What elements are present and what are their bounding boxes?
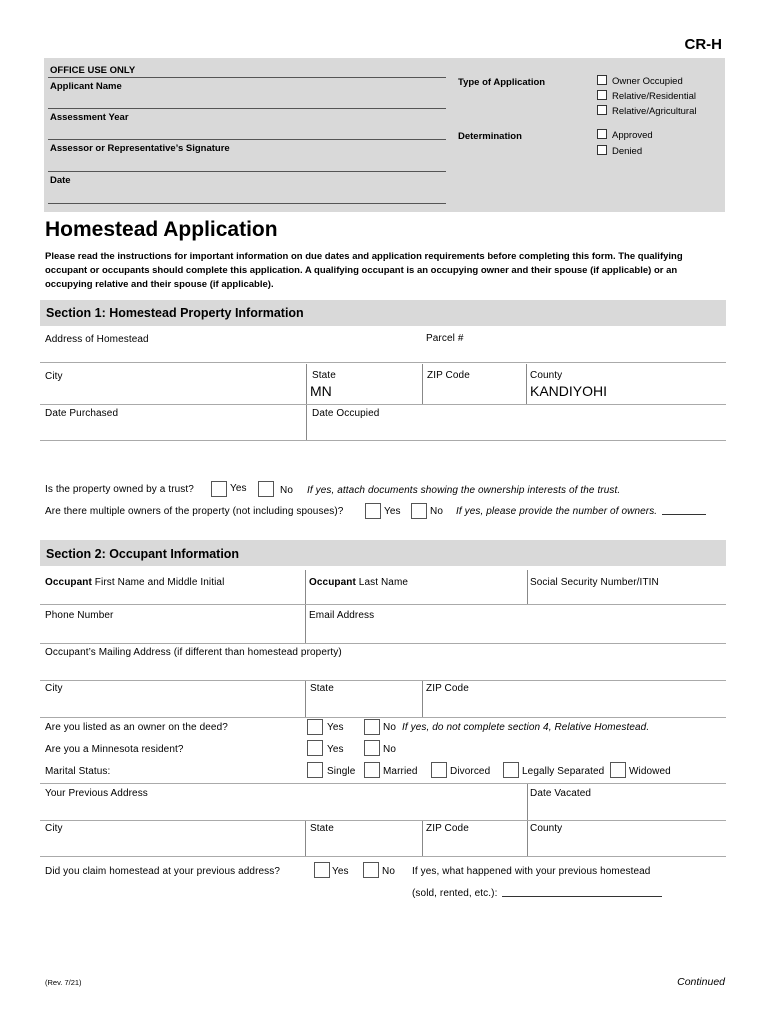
married-label: Married [383,766,418,777]
deed-yes-checkbox[interactable] [307,719,323,735]
resident-no-checkbox[interactable] [364,740,380,756]
previous-county-field[interactable] [528,821,726,856]
deed-question: Are you listed as an owner on the deed? [45,722,228,733]
deed-yes-label: Yes [327,722,344,733]
phone-field[interactable] [40,605,305,643]
owners-yes-label: Yes [384,506,401,517]
deed-no-checkbox[interactable] [364,719,380,735]
occupant-zip-label: ZIP Code [426,683,469,694]
office-use-panel [44,58,725,212]
email-field[interactable] [306,605,726,643]
date-purchased-field[interactable] [40,405,306,440]
approved-label: Approved [612,130,653,141]
date-purchased-label: Date Purchased [45,408,119,419]
claim-detail-line[interactable] [502,896,662,897]
claim-yes-checkbox[interactable] [314,862,330,878]
occupant-state-field[interactable] [306,681,422,717]
previous-zip-label: ZIP Code [426,823,469,834]
occupant-zip-field[interactable] [423,681,726,717]
section2-title: Section 2: Occupant Information [46,547,240,561]
occupant-state-label: State [310,683,334,694]
owners-no-checkbox[interactable] [411,503,427,519]
single-label: Single [327,766,356,777]
continued-label: Continued [677,976,725,988]
revision-label: (Rev. 7/21) [45,978,82,987]
trust-yes-label: Yes [230,483,247,494]
determination-label: Determination [458,131,522,142]
form-code: CR-H [684,36,722,53]
relative-agricultural-checkbox[interactable] [597,105,607,115]
zip-label: ZIP Code [427,370,470,381]
state-field[interactable] [307,364,422,404]
previous-state-label: State [310,823,334,834]
zip-field[interactable] [423,364,526,404]
office-use-header: OFFICE USE ONLY [50,65,136,76]
claim-no-checkbox[interactable] [363,862,379,878]
state-label: State [312,370,336,381]
trust-no-label: No [280,485,293,496]
section1-header [40,300,726,326]
owners-note: If yes, please provide the number of owners. [456,506,658,517]
county-field[interactable] [527,364,726,404]
ssn-label: Social Security Number/ITIN [530,577,659,588]
occupant-first-name-label: Occupant First Name and Middle Initial [45,577,225,588]
married-checkbox[interactable] [364,762,380,778]
previous-zip-field[interactable] [423,821,527,856]
assessor-signature-label: Assessor or Representative’s Signature [50,143,230,154]
divorced-checkbox[interactable] [431,762,447,778]
date-occupied-field[interactable] [307,405,726,440]
email-label: Email Address [309,610,375,621]
previous-county-label: County [530,823,563,834]
relative-agricultural-label: Relative/Agricultural [612,106,697,117]
trust-yes-checkbox[interactable] [211,481,227,497]
mailing-address-label: Occupant’s Mailing Address (if different than homestead property) [45,647,342,658]
claim-note-detail: (sold, rented, etc.): [412,888,498,899]
occupant-last-name-label: Occupant Last Name [309,577,409,588]
trust-no-checkbox[interactable] [258,481,274,497]
parcel-field[interactable] [421,328,726,362]
denied-label: Denied [612,146,643,157]
relative-residential-label: Relative/Residential [612,91,696,102]
applicant-name-label: Applicant Name [50,81,122,92]
resident-no-label: No [383,744,396,755]
type-of-application-label: Type of Application [458,77,546,88]
previous-address-label: Your Previous Address [45,788,148,799]
deed-no-label: No [383,722,396,733]
claim-yes-label: Yes [332,866,349,877]
phone-label: Phone Number [45,610,114,621]
occupant-city-label: City [45,683,63,694]
assessment-year-label: Assessment Year [50,112,129,123]
denied-checkbox[interactable] [597,145,607,155]
widowed-label: Widowed [629,766,671,777]
trust-question: Is the property owned by a trust? [45,484,194,495]
date-occupied-label: Date Occupied [312,408,380,419]
previous-city-label: City [45,823,63,834]
widowed-checkbox[interactable] [610,762,626,778]
parcel-label: Parcel # [426,333,464,344]
mailing-address-field[interactable] [40,644,726,680]
owner-occupied-label: Owner Occupied [612,76,683,87]
previous-address-field[interactable] [40,784,527,820]
occupant-first-name-field[interactable] [40,570,305,604]
legally-separated-label: Legally Separated [522,766,605,777]
single-checkbox[interactable] [307,762,323,778]
owners-no-label: No [430,506,443,517]
owner-occupied-checkbox[interactable] [597,75,607,85]
deed-note: If yes, do not complete section 4, Relative Homestead. [402,722,650,733]
section2-header [40,540,726,566]
state-value: MN [310,383,332,399]
owners-yes-checkbox[interactable] [365,503,381,519]
date-vacated-label: Date Vacated [530,788,592,799]
occupant-last-name-field[interactable] [306,570,526,604]
previous-city-field[interactable] [40,821,305,856]
county-value: KANDIYOHI [530,383,608,399]
occupant-city-field[interactable] [40,681,305,717]
resident-question: Are you a Minnesota resident? [45,744,184,755]
legally-separated-checkbox[interactable] [503,762,519,778]
page-title: Homestead Application [45,218,278,241]
date-vacated-field[interactable] [528,784,726,820]
claim-no-label: No [382,866,395,877]
divorced-label: Divorced [450,766,491,777]
previous-state-field[interactable] [306,821,422,856]
resident-yes-checkbox[interactable] [307,740,323,756]
multiple-owners-question: Are there multiple owners of the property (not including spouses)? [45,506,344,517]
relative-residential-checkbox[interactable] [597,90,607,100]
county-label: County [530,370,563,381]
marital-status-label: Marital Status: [45,766,111,777]
date-label: Date [50,175,71,186]
ssn-field[interactable] [528,570,726,604]
section1-title: Section 1: Homestead Property Information [46,306,304,320]
city-label: City [45,371,63,382]
trust-note: If yes, attach documents showing the ownership interests of the trust. [307,485,621,496]
address-of-homestead-label: Address of Homestead [45,334,149,345]
owners-count-line[interactable] [662,514,706,515]
claim-note: If yes, what happened with your previous homestead [412,866,651,877]
address-of-homestead-field[interactable] [40,328,420,362]
intro-text: Please read the instructions for important information on due dates and application requirements before completing this form. The qualifying occupant or occupants should complete this application. A qualifying occupant is an occupying owner and their spouse (if applicable) or an occupying relative and their spouse (if applicable). [45,251,683,290]
approved-checkbox[interactable] [597,129,607,139]
resident-yes-label: Yes [327,744,344,755]
claim-homestead-question: Did you claim homestead at your previous address? [45,866,281,877]
city-field[interactable] [40,364,306,404]
